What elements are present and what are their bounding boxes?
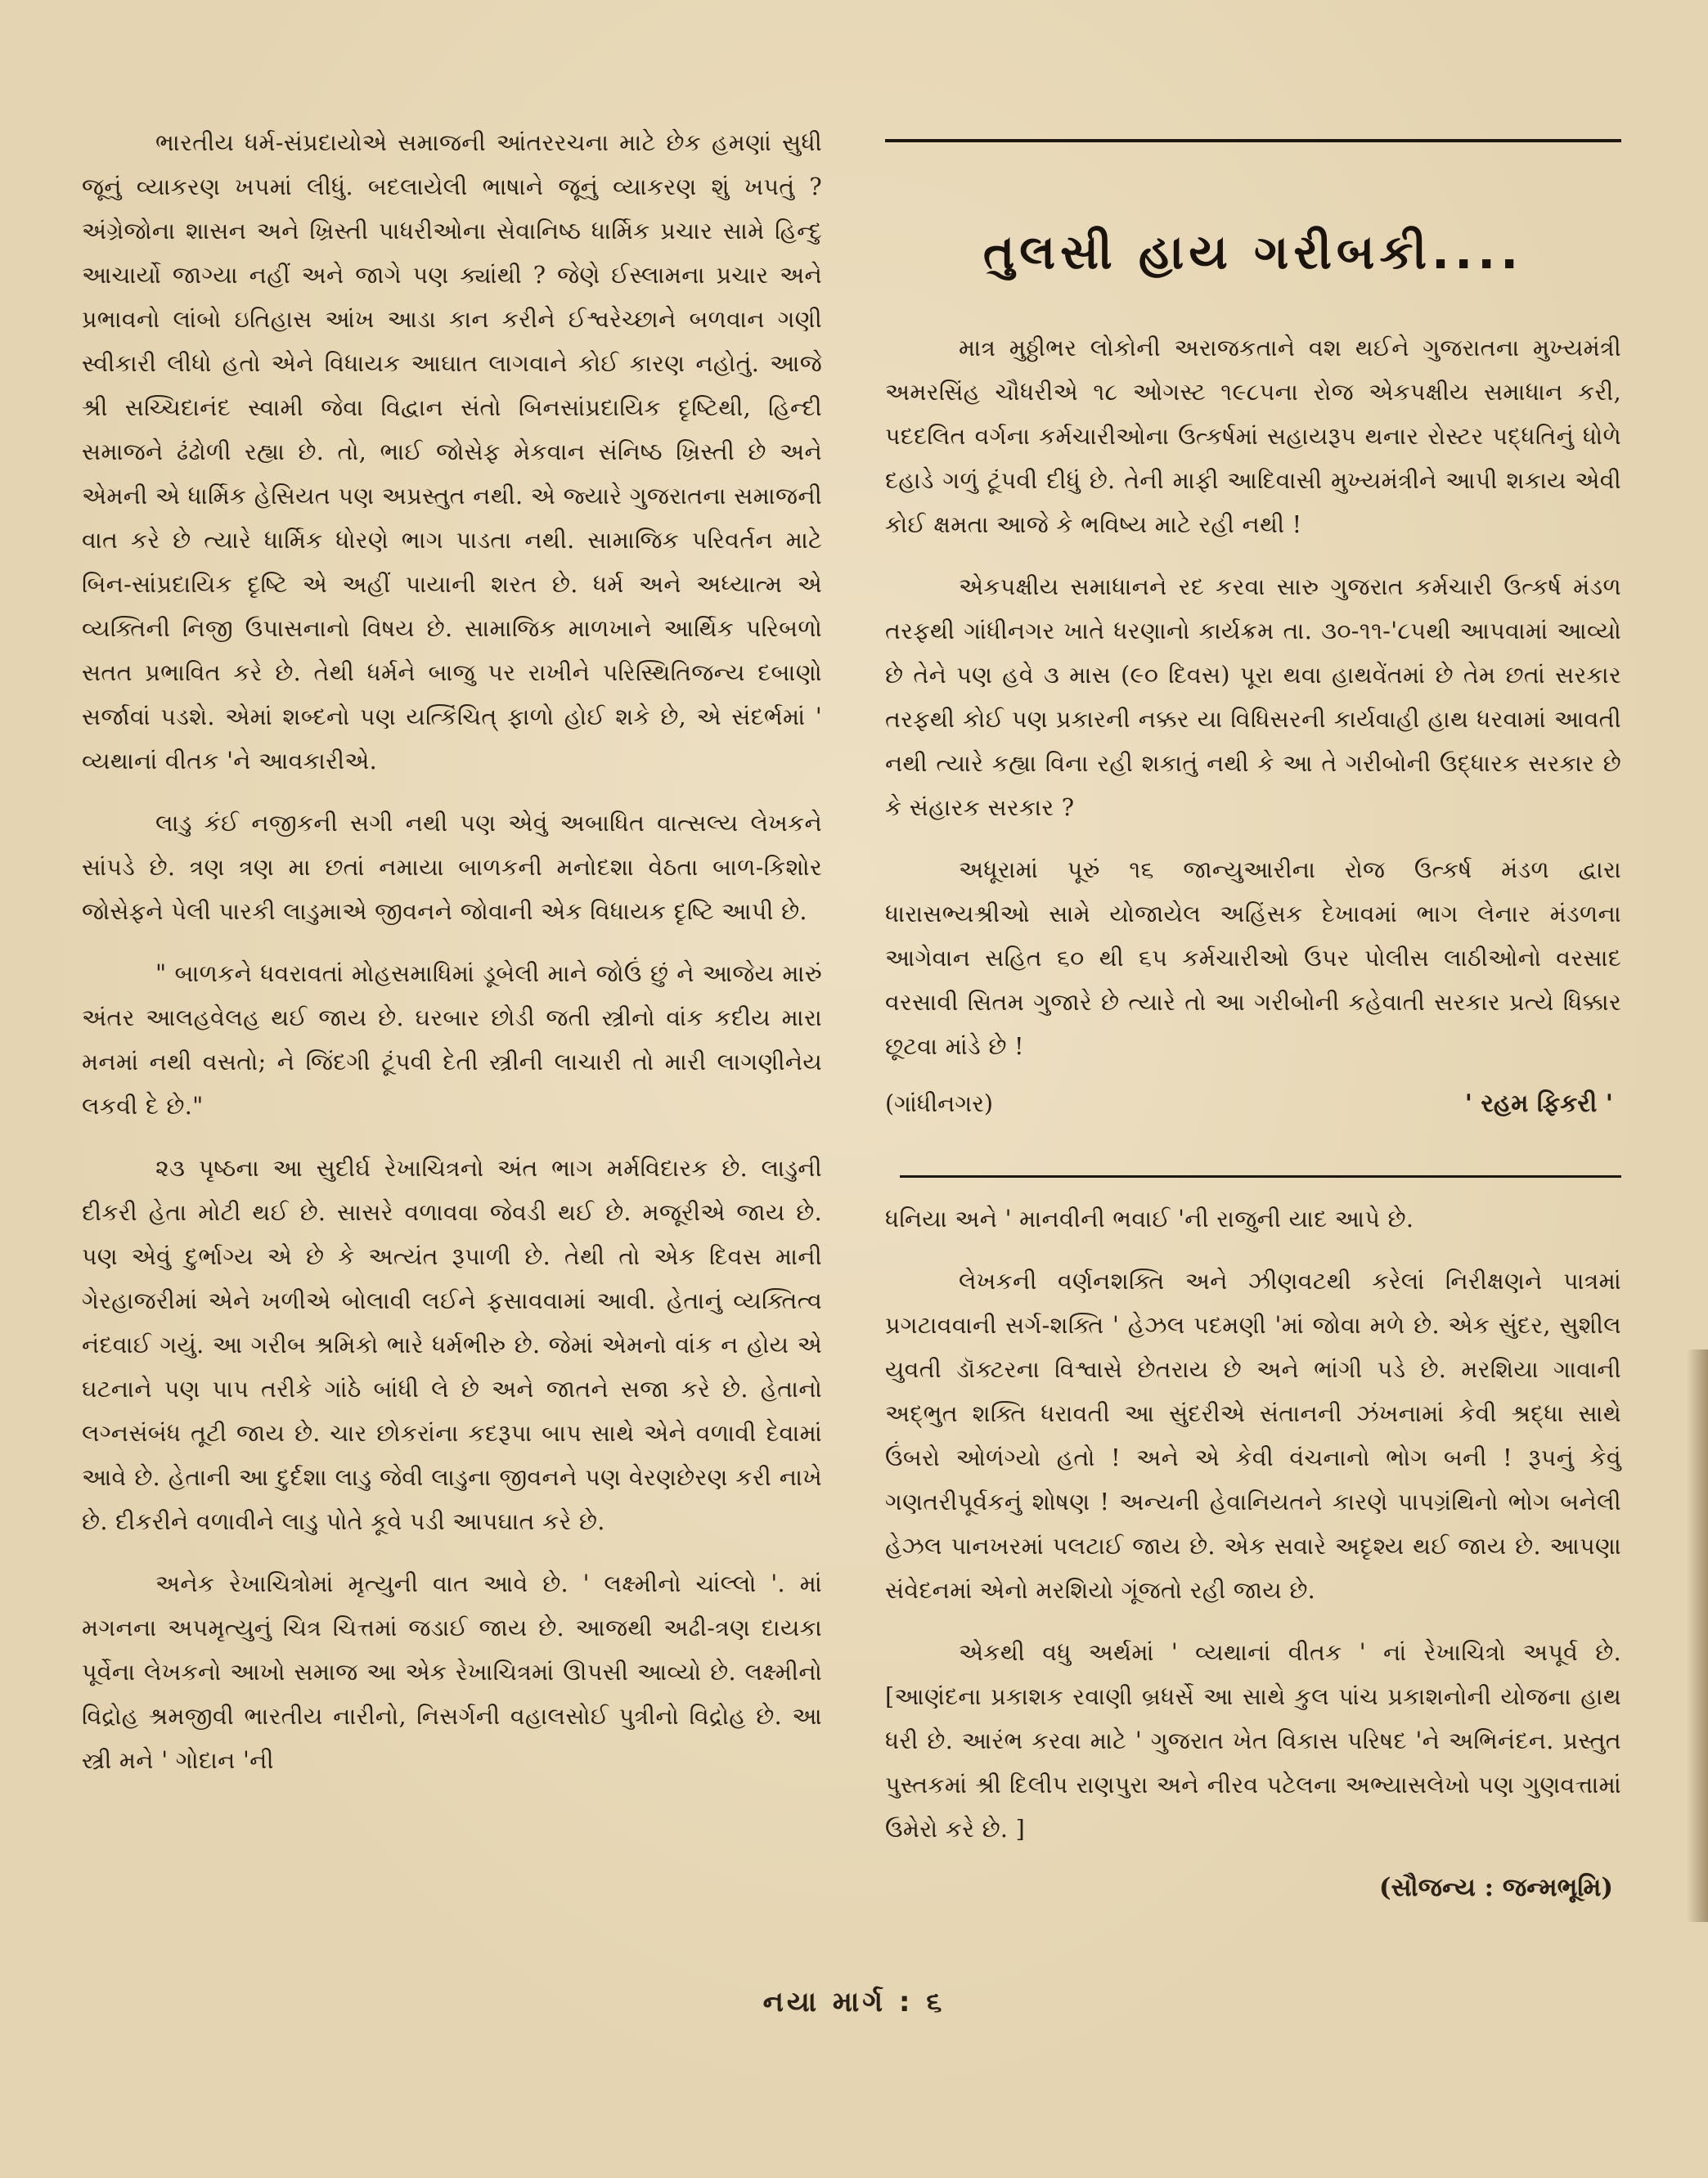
continuation-paragraph-3: એકથી વધુ અર્થમાં ' વ્યથાનાં વીતક ' નાં રેખાચિત્રો અપૂર્વ છે. [આણંદના પ્રકાશક રવાણી બ્રધર્સે આ સાથે કુલ પાંચ પ્રકાશનોની યોજના હાથ ધરી છે. આરંભ કરવા માટે ' ગુજરાત ખેત વિકાસ પરિષદ 'ને અભિનંદન. પ્રસ્તુત પુસ્તકમાં શ્રી દિલીપ રાણપુરા અને નીરવ પટેલના અભ્યાસલેખો પણ ગુણવત્તામાં ઉમેરો કરે છે. ] bbox=[885, 1639, 1621, 1843]
left-quote: " બાળકને ધવરાવતાં મોહસમાધિમાં ડૂબેલી માને જોઉં છું ને આજેય મારું અંતર આલહવેલહ થઈ જાય છે. ઘરબાર છોડી જતી સ્ત્રીનો વાંક કદીય મારા મનમાં નથી વસતો; ને જિંદગી ટૂંપવી દેતી સ્ત્રીની લાચારી તો મારી લાગણીનેય લકવી દે છે." bbox=[82, 960, 822, 1120]
article-place: (ગાંધીનગર) bbox=[885, 1090, 994, 1117]
article-paragraph-1: માત્ર મુઠ્ઠીભર લોકોની અરાજકતાને વશ થઈને ગુજરાતના મુખ્યમંત્રી અમરસિંહ ચૌધરીએ ૧૮ ઓગસ્ટ ૧૯૮૫ના રોજ એકપક્ષીય સમાધાન કરી, પદદલિત વર્ગના કર્મચારીઓના ઉત્કર્ષમાં સહાયરૂપ થનાર રોસ્ટર પદ્ધતિનું ધોળે દહાડે ગળું ટૂંપવી દીધું છે. તેની માફી આદિવાસી મુખ્યમંત્રીને આપી શકાય એવી કોઈ ક્ષમતા આજે કે ભવિષ્ય માટે રહી નથી ! bbox=[885, 335, 1621, 538]
left-column bbox=[82, 121, 822, 1801]
article-signature: ' રહમ ફિકરી ' bbox=[1464, 1089, 1613, 1118]
bottom-divider bbox=[900, 1175, 1621, 1178]
continuation-paragraph-2: લેખકની વર્ણનશક્તિ અને ઝીણવટથી કરેલાં નિરીક્ષણને પાત્રમાં પ્રગટાવવાની સર્ગ-શક્તિ ' હેઝલ પદમણી 'માં જોવા મળે છે. એક સુંદર, સુશીલ યુવતી ડૉક્ટરના વિશ્વાસે છેતરાય છે અને ભાંગી પડે છે. મરશિયા ગાવાની અદ્ભુત શક્તિ ધરાવતી આ સુંદરીએ સંતાનની ઝંખનામાં કેવી શ્રદ્ધા સાથે ઉંબરો ઓળંગ્યો હતો ! અને એ કેવી વંચનાનો ભોગ બની ! રૂપનું કેવું ગણતરીપૂર્વકનું શોષણ ! અન્યની હેવાનિયતને કારણે પાપગ્રંથિનો ભોગ બનેલી હેઝલ પાનખરમાં પલટાઈ જાય છે. એક સવારે અદૃશ્ય થઈ જાય છે. આપણા સંવેદનમાં એનો મરશિયો ગૂંજતો રહી જાય છે. bbox=[885, 1268, 1621, 1604]
article-paragraph-2: એકપક્ષીય સમાધાનને રદ કરવા સારુ ગુજરાત કર્મચારી ઉત્કર્ષ મંડળ તરફથી ગાંધીનગર ખાતે ધરણાનો કાર્યક્રમ તા. ૩૦-૧૧-'૮૫થી આપવામાં આવ્યો છે તેને પણ હવે ૩ માસ (૯૦ દિવસ) પૂરા થવા હાથવેંતમાં છે તેમ છતાં સરકાર તરફથી કોઈ પણ પ્રકારની નક્કર યા વિધિસરની કાર્યવાહી હાથ ધરવામાં આવતી નથી ત્યારે કહ્યા વિના રહી શકાતું નથી કે આ તે ગરીબોની ઉદ્ધારક સરકાર છે કે સંહારક સરકાર ? bbox=[885, 573, 1621, 821]
continuation-paragraph-1: ધનિયા અને ' માનવીની ભવાઈ 'ની રાજુની યાદ આપે છે. bbox=[885, 1206, 1414, 1233]
article-title: તુલસી હાય ગરીબકી.... bbox=[982, 224, 1524, 280]
courtesy-credit: (સૌજન્ય : જન્મભૂમિ) bbox=[1378, 1873, 1613, 1902]
article-paragraph-3: અધૂરામાં પૂરું ૧૬ જાન્યુઆરીના રોજ ઉત્કર્ષ મંડળ દ્વારા ધારાસભ્યશ્રીઓ સામે યોજાયેલ અહિંસક દેખાવમાં ભાગ લેનાર મંડળના આગેવાન સહિત ૬૦ થી ૬૫ કર્મચારીઓ ઉપર પોલીસ લાઠીઓનો વરસાદ વરસાવી સિતમ ગુજારે છે ત્યારે તો આ ગરીબોની કહેવાતી સરકાર પ્રત્યે ધિક્કાર છૂટવા માંડે છે ! bbox=[885, 856, 1621, 1060]
page-footer: નયા માર્ગ : ૬ bbox=[762, 1986, 946, 2019]
left-paragraph-1: ભારતીય ધર્મ-સંપ્રદાયોએ સમાજની આંતરરચના માટે છેક હમણાં સુધી જૂનું વ્યાકરણ ખપમાં લીધું. બદલાયેલી ભાષાને જૂનું વ્યાકરણ શું ખપતું ? અંગ્રેજોના શાસન અને ખ્રિસ્તી પાધરીઓના સેવાનિષ્ઠ ધાર્મિક પ્રચાર સામે હિન્દુ આચાર્યો જાગ્યા નહીં અને જાગે પણ ક્યાંથી ? જેણે ઈસ્લામના પ્રચાર અને પ્રભાવનો લાંબો ઇતિહાસ આંખ આડા કાન કરીને ઈશ્વરેચ્છાને બળવાન ગણી સ્વીકારી લીધો હતો એને વિધાયક આઘાત લાગવાને કોઈ કારણ નહોતું. આજે શ્રી સચ્ચિદાનંદ સ્વામી જેવા વિદ્વાન સંતો બિનસાંપ્રદાયિક દૃષ્ટિથી, હિન્દી સમાજને ઢંઢોળી રહ્યા છે. તો, ભાઈ જોસેફ મેકવાન સંનિષ્ઠ ખ્રિસ્તી છે અને એમની એ ધાર્મિક હેસિયત પણ અપ્રસ્તુત નથી. એ જ્યારે ગુજરાતના સમાજની વાત કરે છે ત્યારે ધાર્મિક ધોરણે ભાગ પાડતા નથી. સામાજિક પરિવર્તન માટે બિન-સાંપ્રદાયિક દૃષ્ટિ એ અહીં પાયાની શરત છે. ધર્મ અને અધ્યાત્મ એ વ્યક્તિની નિજી ઉપાસનાનો વિષય છે. સામાજિક માળખાને આર્થિક પરિબળો સતત પ્રભાવિત કરે છે. તેથી ધર્મને બાજુ પર રાખીને પરિસ્થિતિજન્ય દબાણો સર્જાવાં પડશે. એમાં શબ્દનો પણ યત્કિંચિત્ ફાળો હોઈ શકે છે, એ સંદર્ભમાં ' વ્યથાનાં વીતક 'ને આવકારીએ. bbox=[82, 129, 822, 775]
worn-page-edge bbox=[1687, 1349, 1708, 1922]
left-paragraph-4: અનેક રેખાચિત્રોમાં મૃત્યુની વાત આવે છે. ' લક્ષ્મીનો ચાંલ્લો '. માં મગનના અપમૃત્યુનું ચિત્ર ચિત્તમાં જડાઈ જાય છે. આજથી અઢી-ત્રણ દાયકા પૂર્વેના લેખકનો આખો સમાજ આ એક રેખાચિત્રમાં ઊપસી આવ્યો છે. લક્ષ્મીનો વિદ્રોહ શ્રમજીવી ભારતીય નારીનો, નિસર્ગની વહાલસોઈ પુત્રીનો વિદ્રોહ છે. આ સ્ત્રી મને ' ગોદાન 'ની bbox=[82, 1570, 822, 1774]
right-column bbox=[885, 121, 1621, 1903]
left-paragraph-2: લાડુ કંઈ નજીકની સગી નથી પણ એવું અબાધિત વાત્સલ્ય લેખકને સાંપડે છે. ત્રણ ત્રણ મા છતાં નમાયા બાળકની મનોદશા વેઠતા બાળ-કિશોર જોસેફને પેલી પારકી લાડુમાએ જીવનને જોવાની એક વિધાયક દૃષ્ટિ આપી છે. bbox=[82, 810, 822, 925]
top-divider bbox=[885, 139, 1621, 142]
left-paragraph-3: ૨૩ પૃષ્ઠના આ સુદીર્ઘ રેખાચિત્રનો અંત ભાગ મર્મવિદારક છે. લાડુની દીકરી હેતા મોટી થઈ છે. સાસરે વળાવવા જેવડી થઈ છે. મજૂરીએ જાય છે. પણ એવું દુર્ભાગ્ય એ છે કે અત્યંત રૂપાળી છે. તેથી તો એક દિવસ માની ગેરહાજરીમાં એને ખળીએ બોલાવી લઈને ફસાવવામાં આવી. હેતાનું વ્યક્તિત્વ નંદવાઈ ગયું. આ ગરીબ શ્રમિકો ભારે ધર્મભીરુ છે. જેમાં એમનો વાંક ન હોય એ ઘટનાને પણ પાપ તરીકે ગાંઠે બાંધી લે છે અને જાતને સજા કરે છે. હેતાનો લગ્નસંબંધ તૂટી જાય છે. ચાર છોકરાંના કદરૂપા બાપ સાથે એને વળાવી દેવામાં આવે છે. હેતાની આ દુર્દશા લાડુ જેવી લાડુના જીવનને પણ વેરણછેરણ કરી નાખે છે. દીકરીને વળાવીને લાડુ પોતે કૂવે પડી આપઘાત કરે છે. bbox=[82, 1155, 822, 1535]
article-signoff bbox=[885, 1082, 1621, 1126]
